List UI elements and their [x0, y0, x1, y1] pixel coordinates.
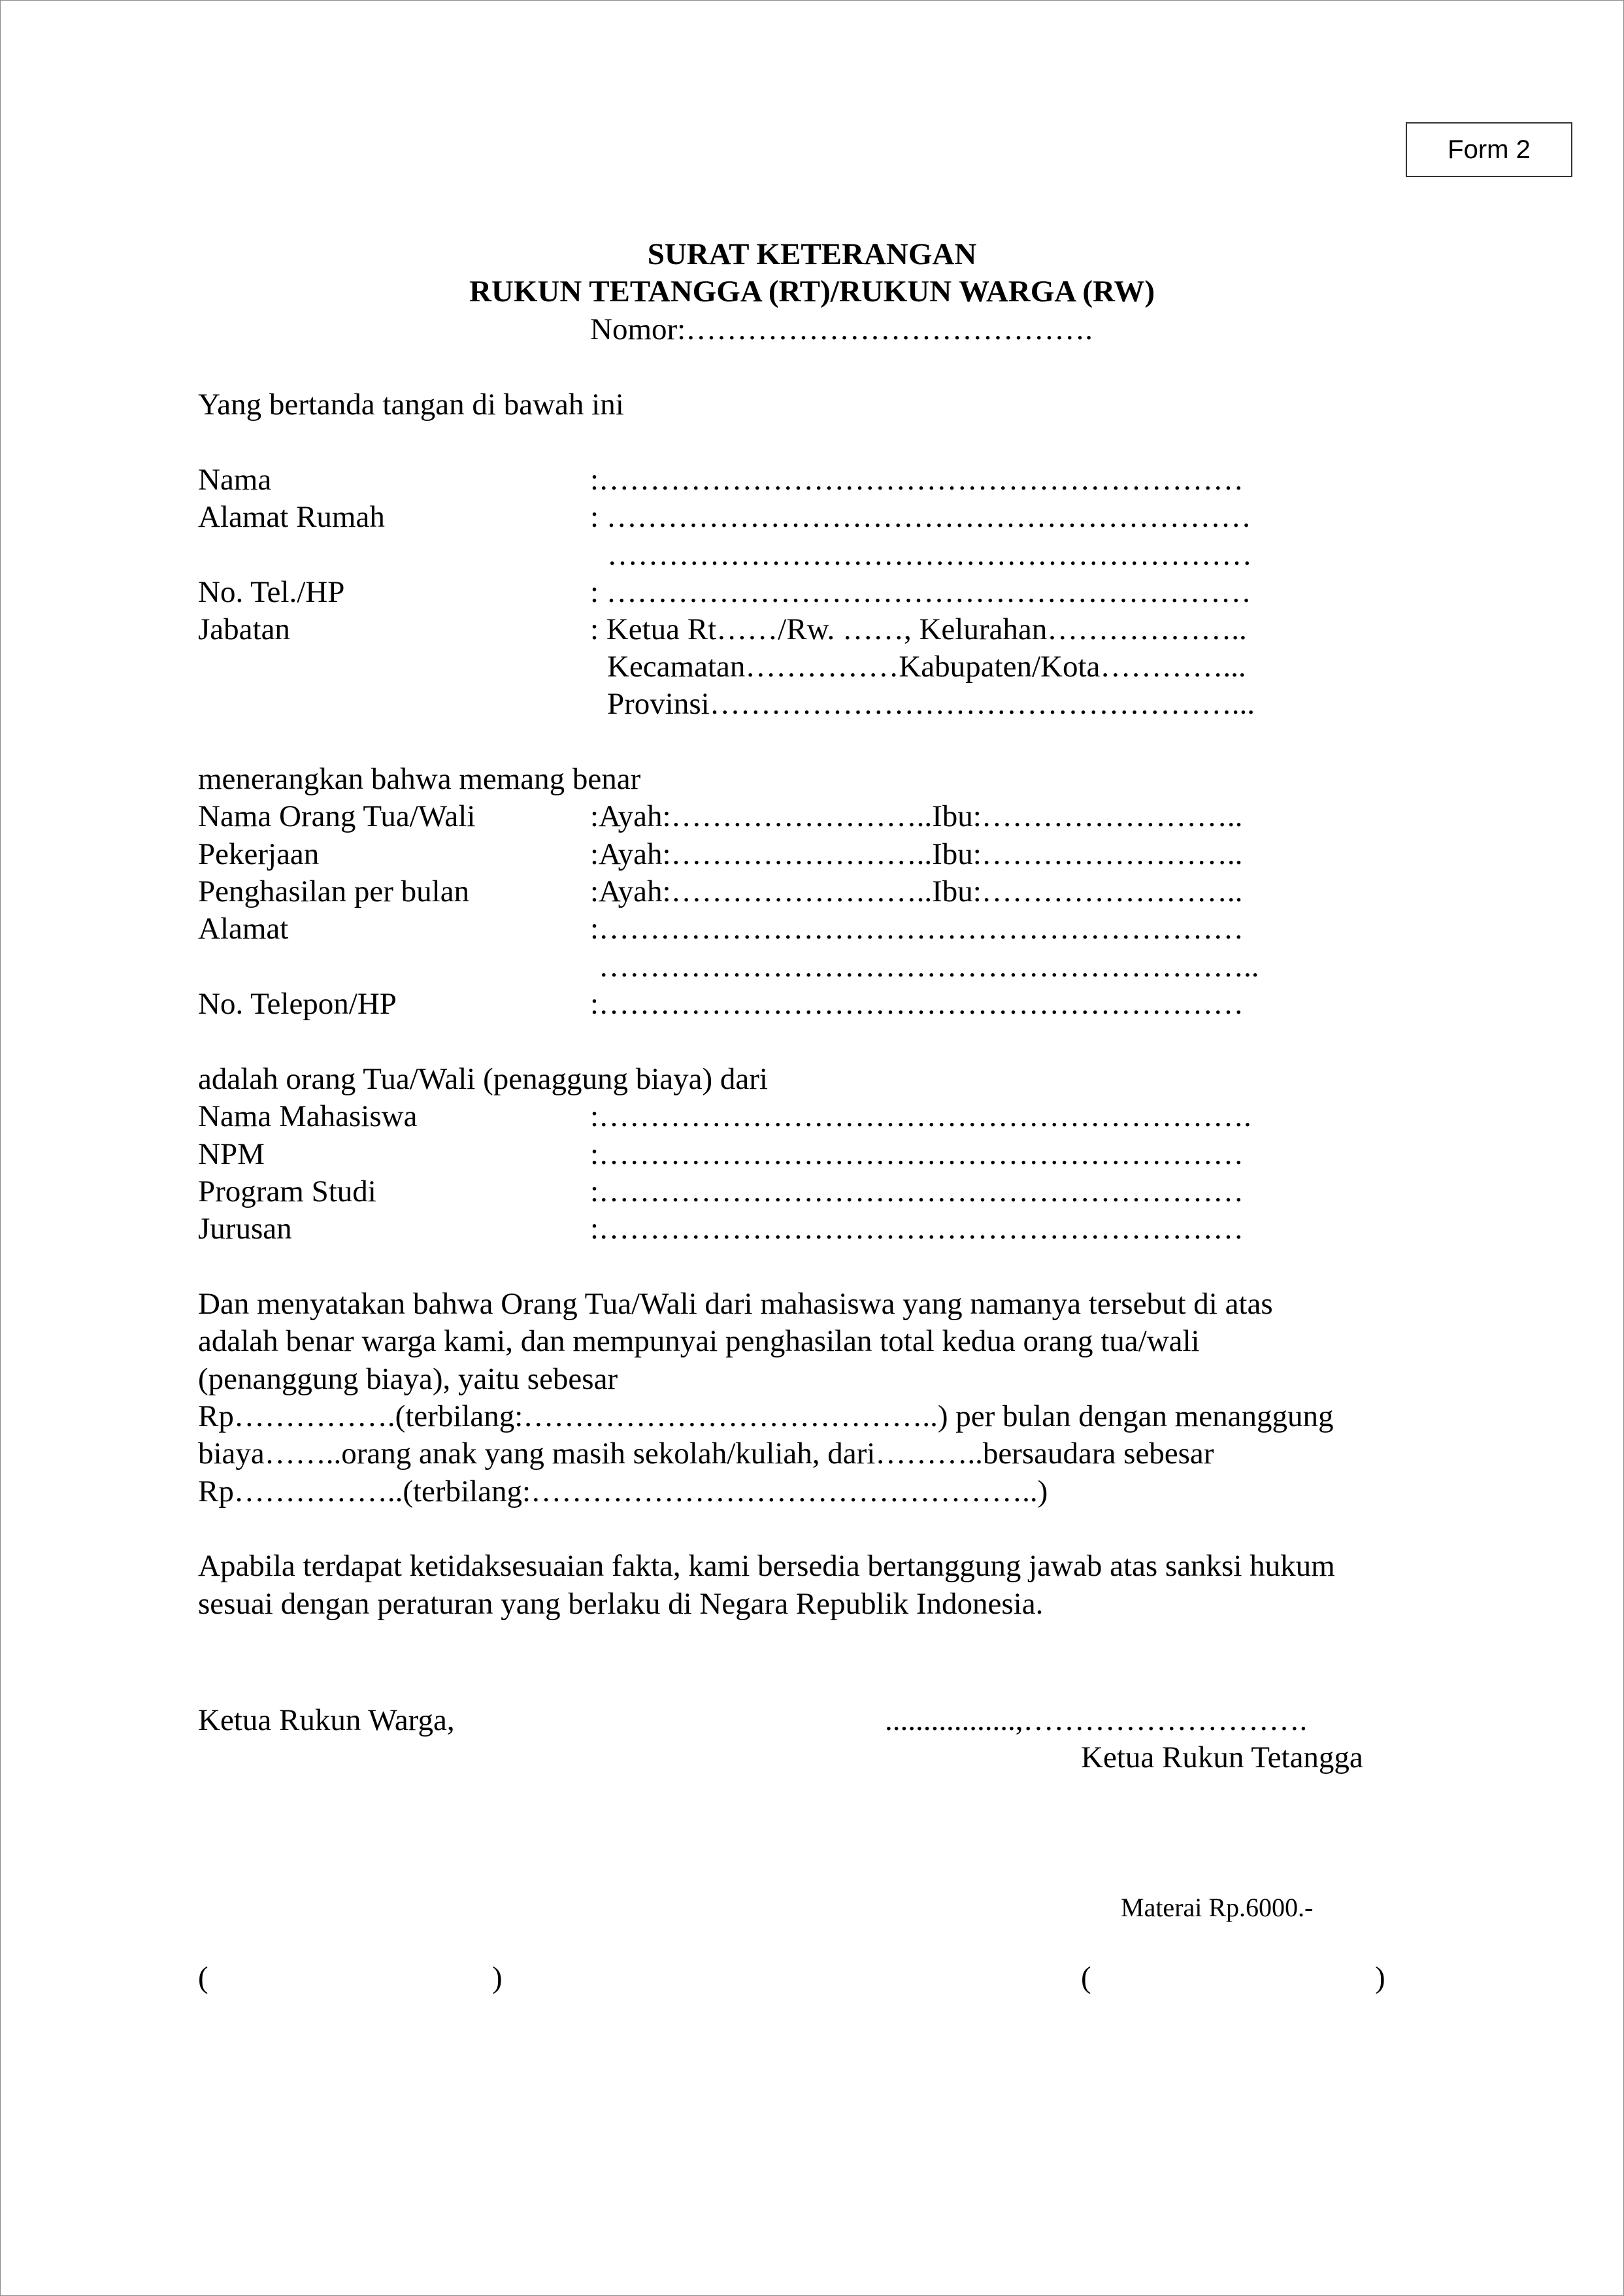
student-name-label: Nama Mahasiswa — [198, 1099, 418, 1133]
student-npm-row — [198, 1136, 1374, 1173]
closing-line-2: sesuai dengan peraturan yang berlaku di Negara Republik Indonesia. — [198, 1587, 1044, 1621]
parent-name-label: Nama Orang Tua/Wali — [198, 799, 476, 833]
signer-position-field: : Ketua Rt……/Rw. ……, Kelurahan……………….. — [590, 612, 1247, 646]
student-npm-field: :……………………………………………………… — [590, 1137, 1244, 1171]
signer-address-label: Alamat Rumah — [198, 500, 385, 534]
parent-phone-row — [198, 986, 1374, 1023]
section3-intro: adalah orang Tua/Wali (penaggung biaya) dari — [198, 1062, 768, 1096]
signer-name-row — [198, 461, 1374, 499]
rw-name-open-paren: ( — [198, 1961, 208, 1995]
parent-address-field: :……………………………………………………… — [590, 912, 1244, 946]
signer-name-label: Nama — [198, 463, 272, 497]
parent-job-label: Pekerjaan — [198, 837, 320, 871]
statement-line-1: Dan menyatakan bahwa Orang Tua/Wali dari mahasiswa yang namanya tersebut di atas — [198, 1287, 1273, 1321]
student-program-field: :……………………………………………………… — [590, 1174, 1244, 1208]
parent-name-field: :Ayah:……………………..Ibu:…………………….. — [590, 799, 1243, 833]
parent-address-label: Alamat — [198, 912, 289, 946]
student-department-label: Jurusan — [198, 1212, 292, 1246]
student-program-label: Program Studi — [198, 1174, 376, 1208]
document-title: SURAT KETERANGAN — [647, 237, 977, 271]
signer-address-field: : ……………………………………………………… — [590, 500, 1251, 534]
closing-line-1: Apabila terdapat ketidaksesuaian fakta, kami bersedia bertanggung jawab atas sanksi hukum — [198, 1549, 1335, 1583]
rw-name-close-paren: ) — [492, 1961, 503, 1995]
document-number: Nomor:…………………………………. — [590, 312, 1093, 346]
rt-signature-title: Ketua Rukun Tetangga — [1081, 1740, 1363, 1774]
signer-position-label: Jabatan — [198, 612, 290, 646]
student-department-field: :……………………………………………………… — [590, 1212, 1244, 1246]
intro-text: Yang bertanda tangan di bawah ini — [198, 388, 624, 422]
signer-phone-row — [198, 574, 1374, 611]
parent-name-row — [198, 798, 1374, 835]
student-name-row — [198, 1098, 1374, 1135]
parent-income-row — [198, 873, 1374, 910]
statement-line-6: Rp……………..(terbilang:…………………………………………..) — [198, 1474, 1048, 1508]
signer-address-continuation: ……………………………………………………… — [607, 538, 1252, 572]
parent-phone-field: :……………………………………………………… — [590, 987, 1244, 1021]
statement-line-5: biaya……..orang anak yang masih sekolah/kuliah, dari………..bersaudara sebesar — [198, 1437, 1214, 1471]
signer-name-field: :……………………………………………………… — [590, 463, 1244, 497]
student-department-row — [198, 1210, 1374, 1248]
parent-address-row — [198, 910, 1374, 948]
signer-address-row — [198, 499, 1374, 536]
rw-signature-title: Ketua Rukun Warga, — [198, 1703, 455, 1737]
signer-province-line: Provinsi……………………………………………... — [607, 687, 1255, 721]
signer-phone-label: No. Tel./HP — [198, 575, 345, 609]
parent-job-field: :Ayah:……………………..Ibu:…………………….. — [590, 837, 1243, 871]
parent-address-continuation: ……………………………………………………….. — [599, 950, 1259, 984]
rt-name-close-paren: ) — [1375, 1961, 1385, 1995]
section2-intro: menerangkan bahwa memang benar — [198, 762, 641, 796]
student-npm-label: NPM — [198, 1137, 265, 1171]
student-name-field: :………………………………………………………. — [590, 1099, 1251, 1133]
student-program-row — [198, 1173, 1374, 1210]
parent-phone-label: No. Telepon/HP — [198, 987, 397, 1021]
rt-name-open-paren: ( — [1081, 1961, 1091, 1995]
statement-line-2: adalah benar warga kami, dan mempunyai penghasilan total kedua orang tua/wali — [198, 1324, 1200, 1358]
materai-label: Materai Rp.6000.- — [1121, 1893, 1314, 1922]
signer-position-row — [198, 611, 1374, 648]
signer-district-line: Kecamatan……………Kabupaten/Kota…………... — [607, 650, 1246, 684]
statement-line-3: (penanggung biaya), yaitu sebesar — [198, 1362, 618, 1396]
statement-line-4: Rp…………….(terbilang:…………………………………..) per bulan dengan menanggung — [198, 1399, 1334, 1433]
parent-income-field: :Ayah:……………………..Ibu:…………………….. — [590, 874, 1243, 908]
form-number-box: Form 2 — [1406, 122, 1572, 177]
signer-phone-field: : ……………………………………………………… — [590, 575, 1251, 609]
place-date-field: .................,………………………. — [885, 1703, 1308, 1737]
parent-job-row — [198, 836, 1374, 873]
parent-income-label: Penghasilan per bulan — [198, 874, 470, 908]
document-subtitle: RUKUN TETANGGA (RT)/RUKUN WARGA (RW) — [469, 275, 1155, 308]
